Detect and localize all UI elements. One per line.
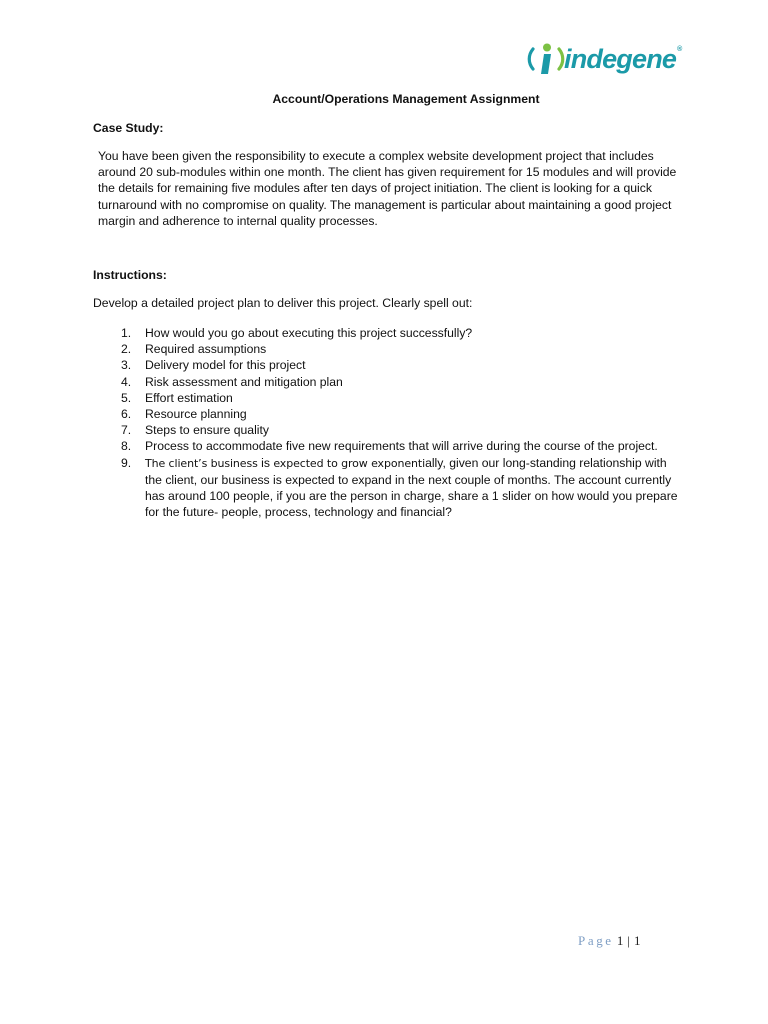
list-item bbox=[93, 455, 683, 521]
list-number: 6. bbox=[121, 407, 132, 422]
page-footer bbox=[578, 933, 641, 949]
indegene-mark-icon bbox=[526, 41, 566, 77]
list-item-text: Resource planning bbox=[145, 407, 247, 422]
list-item-text-part: expected to grow exponenti bbox=[273, 456, 426, 470]
list-item-text: Effort estimation bbox=[145, 390, 233, 405]
list-item bbox=[93, 438, 683, 454]
list-number: 3. bbox=[121, 358, 132, 373]
list-item bbox=[93, 325, 683, 341]
document-title: Account/Operations Management Assignment bbox=[272, 92, 540, 106]
list-number: 5. bbox=[121, 390, 132, 405]
list-item-text-part: ally, given our long-standing relationship with the client, our business is expected to expand in the next couple of months. The account currently has around 100 people, if you are the person in charge, share a 1 slider on how would you prepare for the future- people, process, technology and financial? bbox=[145, 455, 678, 520]
list-number: 8. bbox=[121, 439, 132, 454]
list-item-text: Process to accommodate five new requirements that will arrive during the course of the project. bbox=[145, 439, 658, 454]
list-number: 1. bbox=[121, 326, 132, 340]
list-item bbox=[93, 374, 683, 390]
case-study-heading: Case Study: bbox=[93, 121, 164, 135]
list-item-text: How would you go about executing this project successfully? bbox=[145, 326, 473, 340]
indegene-logo bbox=[526, 41, 682, 77]
logo-wordmark: indegene bbox=[564, 44, 677, 74]
list-item-text: Delivery model for this project bbox=[145, 358, 306, 373]
page-separator: | bbox=[627, 933, 631, 948]
list-item-text: Risk assessment and mitigation plan bbox=[145, 374, 343, 389]
page-current: 1 bbox=[616, 933, 624, 948]
logo-trademark: ® bbox=[677, 46, 682, 53]
list-number: 2. bbox=[121, 342, 132, 357]
list-item bbox=[93, 390, 683, 406]
list-item-text-part: The client’s business bbox=[145, 456, 258, 470]
list-number: 7. bbox=[121, 423, 132, 438]
list-number: 9. bbox=[121, 455, 132, 470]
list-item bbox=[93, 406, 683, 422]
instructions-heading: Instructions: bbox=[93, 268, 167, 282]
list-item-text-part: is bbox=[257, 455, 274, 470]
page-total: 1 bbox=[634, 933, 641, 948]
instructions-list bbox=[93, 325, 683, 520]
list-item bbox=[93, 357, 683, 373]
instructions-intro: Develop a detailed project plan to deliver this project. Clearly spell out: bbox=[93, 296, 473, 310]
list-number: 4. bbox=[121, 374, 132, 389]
case-study-paragraph: You have been given the responsibility to execute a complex website development project that includes around 20 sub-modules within one month. The client has given requirement for 15 modules and will provide the details for remaining five modules after ten days of project initiation. The client is looking for a quick turnaround with no compromise on quality. The management is particular about maintaining a good project margin and adherence to internal quality processes. bbox=[98, 149, 677, 228]
list-item bbox=[93, 422, 683, 438]
list-item-text: Required assumptions bbox=[145, 342, 267, 357]
page-label: Page bbox=[578, 933, 614, 948]
list-item-text: Steps to ensure quality bbox=[145, 423, 269, 438]
list-item bbox=[93, 341, 683, 357]
